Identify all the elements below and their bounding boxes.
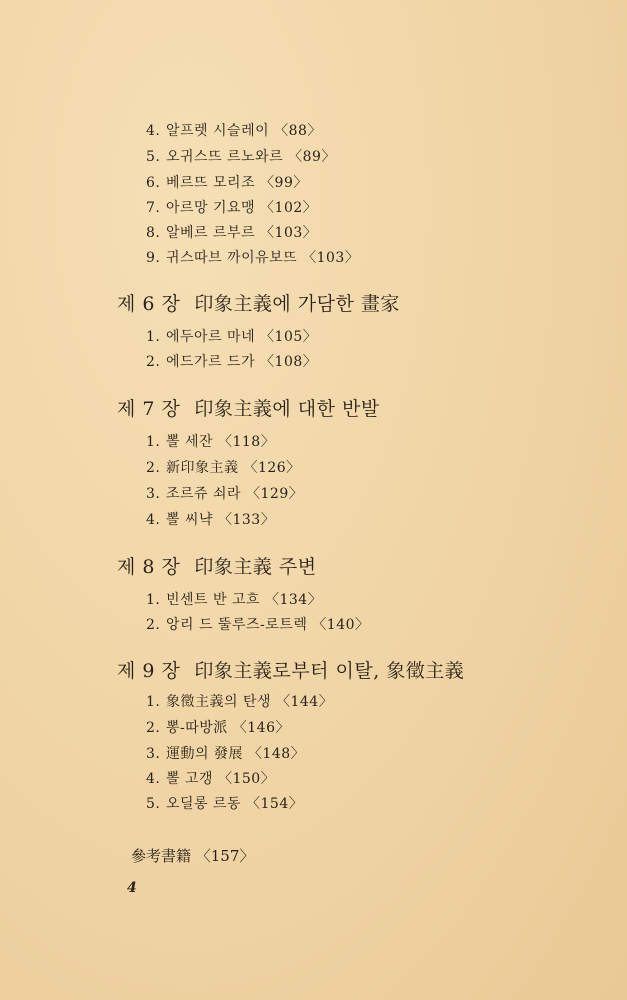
toc-entry: 2. 에드가르 드가 〈108〉 — [146, 354, 318, 370]
toc-entry: 4. 알프렛 시슬레이 〈88〉 — [146, 123, 322, 139]
chapter-heading: 제 7 장 印象主義에 대한 반발 — [117, 398, 380, 420]
references-entry: 參考書籍 〈157〉 — [131, 847, 255, 865]
page-number: 4 — [127, 880, 137, 896]
toc-entry: 9. 귀스따브 까이유보뜨 〈103〉 — [146, 250, 360, 266]
chapter-heading: 제 9 장 印象主義로부터 이탈, 象徵主義 — [117, 660, 465, 682]
toc-entry: 1. 象徵主義의 탄생 〈144〉 — [146, 694, 334, 710]
toc-entry: 8. 알베르 르부르 〈103〉 — [146, 225, 318, 241]
toc-entry: 5. 오딜롱 르동 〈154〉 — [146, 796, 304, 812]
chapter-heading: 제 6 장 印象主義에 가담한 畫家 — [117, 293, 400, 315]
toc-entry: 1. 빈센트 반 고흐 〈134〉 — [146, 592, 323, 608]
toc-entry: 4. 뽈 고갱 〈150〉 — [146, 771, 276, 787]
chapter-heading: 제 8 장 印象主義 주변 — [117, 556, 317, 578]
toc-entry: 1. 에두아르 마네 〈105〉 — [146, 329, 318, 345]
toc-entry: 3. 조르쥬 쇠라 〈129〉 — [146, 486, 304, 502]
toc-entry: 6. 베르뜨 모리조 〈99〉 — [146, 175, 308, 191]
toc-entry: 5. 오귀스뜨 르노와르 〈89〉 — [146, 149, 336, 165]
toc-entry: 7. 아르망 기요맹 〈102〉 — [146, 200, 318, 216]
toc-entry: 2. 뽕-따방派 〈146〉 — [146, 720, 290, 736]
toc-entry: 1. 뽈 세잔 〈118〉 — [146, 434, 276, 450]
toc-entry: 4. 뽈 씨냑 〈133〉 — [146, 512, 276, 528]
toc-entry: 2. 앙리 드 뚤루즈-로트렉 〈140〉 — [146, 617, 370, 633]
toc-entry: 2. 新印象主義 〈126〉 — [146, 460, 301, 476]
toc-entry: 3. 運動의 發展 〈148〉 — [146, 746, 306, 762]
